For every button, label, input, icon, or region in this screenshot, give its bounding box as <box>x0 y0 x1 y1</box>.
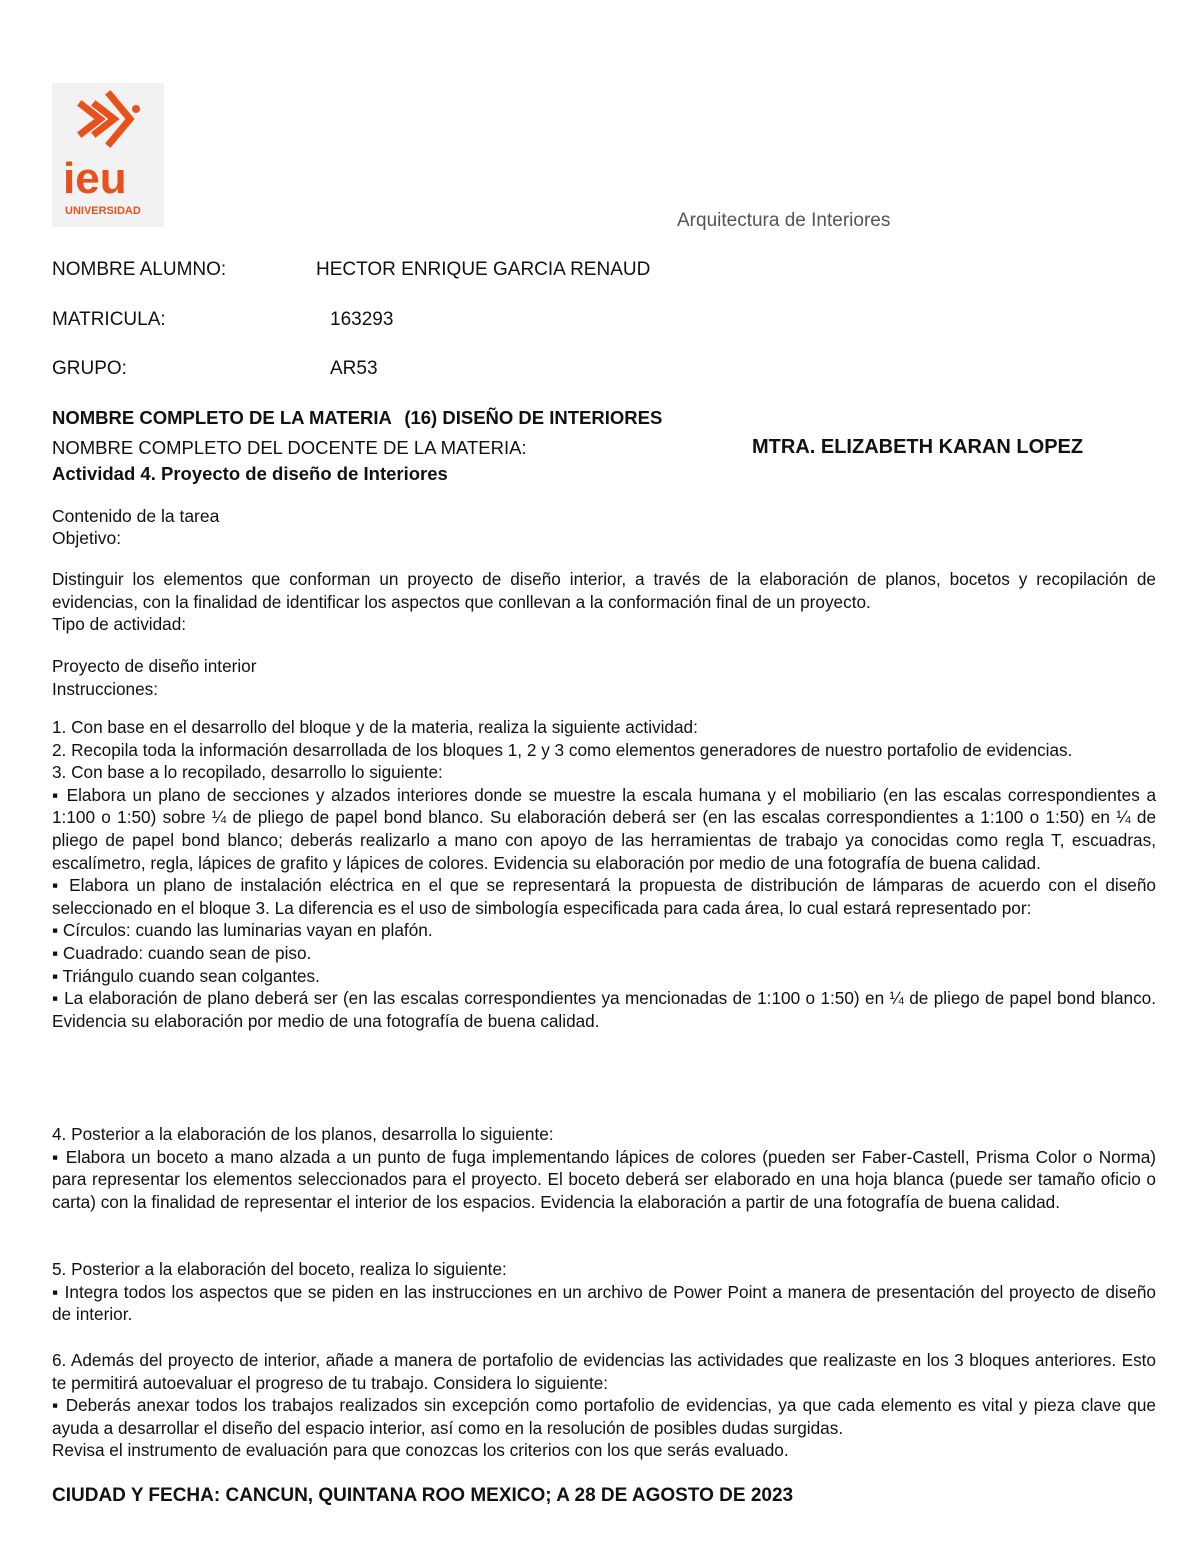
activity-title: Actividad 4. Proyecto de diseño de Interiores <box>52 463 448 484</box>
instruction-item: ▪ Elabora un plano de secciones y alzados interiores donde se muestre la escala humana y el mobiliario (en las escalas correspondientes a 1:100 o 1:50) sobre ¼ de pliego de papel bond blanco. Su elaboración deberá ser (en las escalas correspondientes a 1:100 o 1:50) en ¼ de pliego de papel bond blanco; deberás realizarlo a mano con apoyo de las herramientas de trabajo ya conocidas como regla T, escuadras, escalímetro, regla, lápices de grafito y lápices de colores. Evidencia su elaboración por medio de una fotografía de buena calidad. <box>52 784 1156 873</box>
instruction-item: 3. Con base a lo recopilado, desarrollo lo siguiente: <box>52 762 443 783</box>
university-logo <box>52 83 164 227</box>
step-4 <box>52 1123 1156 1213</box>
svg-text:UNIVERSIDAD: UNIVERSIDAD <box>65 205 141 217</box>
step-4-heading: 4. Posterior a la elaboración de los planos, desarrolla lo siguiente: <box>52 1124 554 1144</box>
instruction-item: 1. Con base en el desarrollo del bloque y de la materia, realiza la siguiente actividad: <box>52 717 698 737</box>
step-5-heading: 5. Posterior a la elaboración del boceto, realiza lo siguiente: <box>52 1259 507 1279</box>
objetivo-text <box>52 568 1156 636</box>
instruction-item: ▪ La elaboración de plano deberá ser (en las escalas correspondientes ya mencionadas de 1:100 o 1:50) en ¼ de pliego de papel bond blanco. Evidencia su elaboración por medio de una fotografía de buena calidad. <box>52 988 1156 1031</box>
tipo-label: Tipo de actividad: <box>52 614 187 635</box>
step-6 <box>52 1349 1156 1462</box>
instruction-item: ▪ Cuadrado: cuando sean de piso. <box>52 942 312 963</box>
grupo-value: AR53 <box>330 358 378 379</box>
program-name: Arquitectura de Interiores <box>677 210 891 231</box>
tipo-value: Proyecto de diseño interior <box>52 656 257 676</box>
grupo-label: GRUPO: <box>52 358 127 379</box>
step-6-note: Revisa el instrumento de evaluación para que conozcas los criterios con los que serás evaluado. <box>52 1440 789 1461</box>
svg-text:ieu: ieu <box>63 154 127 203</box>
instructions-list <box>52 716 1156 1032</box>
objetivo-label: Objetivo: <box>52 528 122 548</box>
step-5-item: ▪ Integra todos los aspectos que se piden en las instrucciones en un archivo de Power Point a manera de presentación del proyecto de diseño de interior. <box>52 1281 1156 1325</box>
step-4-item: ▪ Elabora un boceto a mano alzada a un punto de fuga implementando lápices de colores (pueden ser Faber-Castell, Prisma Color o Norma) para representar los elementos seleccionados para el proyecto. El boceto deberá ser elaborado en una hoja blanca (puede ser tamaño oficio o carta) con la finalidad de representar el interior de los espacios. Evidencia la elaboración a partir de una fotografía de buena calidad. <box>52 1146 1156 1212</box>
docente-value: MTRA. ELIZABETH KARAN LOPEZ <box>752 436 1084 458</box>
objetivo-paragraph: Distinguir los elementos que conforman un proyecto de diseño interior, a través de la elaboración de planos, bocetos y recopilación de evidencias, con la finalidad de identificar los aspectos que conllevan a la conformación final de un proyecto. <box>52 569 1156 612</box>
materia-value: (16) DISEÑO DE INTERIORES <box>404 407 663 428</box>
city-date: CIUDAD Y FECHA: CANCUN, QUINTANA ROO MEXICO; A 28 DE AGOSTO DE 2023 <box>52 1485 794 1506</box>
step-6-item: ▪ Deberás anexar todos los trabajos realizados sin excepción como portafolio de evidencias, ya que cada elemento es vital y pieza clave que ayuda a desarrollar el diseño del espacio interior, así como en la resolución de posibles dudas surgidas. <box>52 1395 1156 1438</box>
student-name-value: HECTOR ENRIQUE GARCIA RENAUD <box>316 259 651 280</box>
tipo-section <box>52 655 1156 700</box>
materia-label: NOMBRE COMPLETO DE LA MATERIA <box>52 407 392 428</box>
instruction-item: ▪ Elabora un plano de instalación eléctrica en el que se representará la propuesta de distribución de lámparas de acuerdo con el diseño seleccionado en el bloque 3. La diferencia es el uso de simbología especificada para cada área, lo cual estará representado por: <box>52 875 1156 918</box>
materia-line <box>52 407 662 429</box>
step-6-heading: 6. Además del proyecto de interior, añade a manera de portafolio de evidencias las actividades que realizaste en los 3 bloques anteriores. Esto te permitirá autoevaluar el progreso de tu trabajo. Considera lo siguiente: <box>52 1350 1156 1393</box>
docente-label: NOMBRE COMPLETO DEL DOCENTE DE LA MATERIA: <box>52 437 527 458</box>
instrucciones-label: Instrucciones: <box>52 678 159 699</box>
ieu-logo-icon <box>52 83 164 227</box>
contenido-heading: Contenido de la tarea <box>52 506 220 526</box>
instruction-item: ▪ Triángulo cuando sean colgantes. <box>52 965 320 986</box>
instruction-item: 2. Recopila toda la información desarrollada de los bloques 1, 2 y 3 como elementos generadores de nuestro portafolio de evidencias. <box>52 739 1073 760</box>
instruction-item: ▪ Círculos: cuando las luminarias vayan en plafón. <box>52 920 433 941</box>
matricula-value: 163293 <box>330 309 394 330</box>
student-name-label: NOMBRE ALUMNO: <box>52 259 227 280</box>
matricula-label: MATRICULA: <box>52 309 166 330</box>
step-5 <box>52 1258 1156 1326</box>
